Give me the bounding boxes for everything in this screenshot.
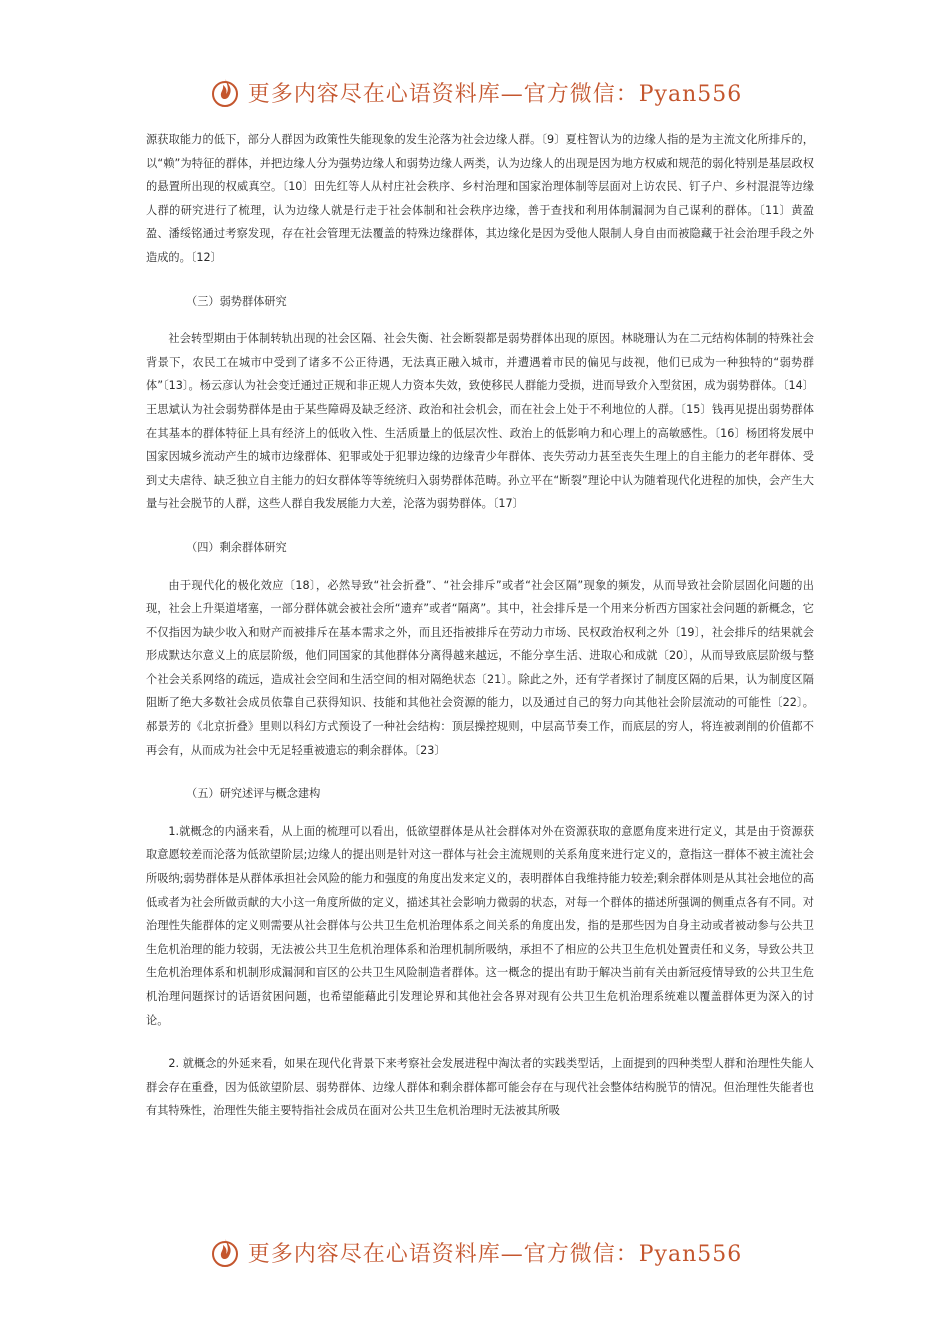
paragraph: 2. 就概念的外延来看，如果在现代化背景下来考察社会发展进程中淘汰者的实践类型话，上面提到的四种类型人群和治理性失能人群会存在重叠，因为低欲望阶层、弱势群体、边缘人群体和剩余群体都可能会存在与现代社会整体结构脱节的情况。但治理性失能者也有其特殊性，治理性失能主要特指社会成员在面对公共卫生危机治理时无法被其所吸 (146, 1057, 814, 1118)
section-heading-5: （五）研究述评与概念建构 (186, 787, 321, 801)
section-heading-4: （四）剩余群体研究 (186, 540, 287, 554)
document-body (146, 128, 814, 1123)
footer-banner (0, 1230, 950, 1274)
paragraph: 社会转型期由于体制转轨出现的社会区隔、社会失衡、社会断裂都是弱势群体出现的原因。林晓珊认为在二元结构体制的特殊社会背景下，农民工在城市中受到了诸多不公正待遇，无法真正融入城市，并遭遇着市民的偏见与歧视，他们已成为一种独特的“弱势群体”〔13〕。杨云彦认为社会变迁通过正规和非正规人力资本失效，致使移民人群能力受损，进而导致介入型贫困，成为弱势群体。〔14〕王思斌认为社会弱势群体是由于某些障碍及缺乏经济、政治和社会机会，而在社会上处于不利地位的人群。〔15〕钱再见提出弱势群体在其基本的群体特征上具有经济上的低收入性、生活质量上的低层次性、政治上的低影响力和心理上的高敏感性。〔16〕杨团将发展中国家因城乡流动产生的城市边缘群体、犯罪或处于犯罪边缘的边缘青少年群体、丧失劳动力甚至丧失生理上的自主能力的老年群体、受到丈夫虐待、缺乏独立自主能力的妇女群体等等统统归入弱势群体范畴。孙立平在“断裂”理论中认为随着现代化进程的加快，会产生大量与社会脱节的人群，这些人群自我发展能力大差，沦落为弱势群体。〔17〕 (146, 332, 814, 511)
header-banner (0, 70, 950, 114)
flame-logo-icon (208, 1235, 242, 1269)
paragraph: 1.就概念的内涵来看，从上面的梳理可以看出，低欲望群体是从社会群体对外在资源获取的意愿角度来进行定义，其是由于资源获取意愿较差而沦落为低欲望阶层;边缘人的提出则是针对这一群体与社会主流规则的关系角度来进行定义的，意指这一群体不被主流社会所吸纳;弱势群体是从群体承担社会风险的能力和强度的角度出发来定义的，表明群体自我维持能力较差;剩余群体则是从其社会地位的高低或者为社会所做贡献的大小这一角度所做的定义，描述其社会影响力微弱的状态，对每一个群体的描述所强调的侧重点各有不同。对治理性失能群体的定义则需要从社会群体与公共卫生危机治理体系之间关系的角度出发，指的是那些因为自身主动或者被动参与公共卫生危机治理的能力较弱，无法被公共卫生危机治理体系和治理机制所吸纳，承担不了相应的公共卫生危机处置责任和义务，导致公共卫生危机治理体系和机制形成漏洞和盲区的公共卫生风险制造者群体。这一概念的提出有助于解决当前有关由新冠疫情导致的公共卫生危机治理问题探讨的话语贫困问题，也希望能藉此引发理论界和其他社会各界对现有公共卫生危机治理系统难以覆盖群体更为深入的讨论。 (146, 824, 814, 1027)
section-heading-3: （三）弱势群体研究 (186, 294, 287, 308)
banner-text: 更多内容尽在心语资料库—官方微信：Pyan556 (247, 81, 743, 107)
paragraph: 由于现代化的极化效应〔18〕，必然导致“社会折叠”、“社会排斥”或者“社会区隔”现象的频发，从而导致社会阶层固化问题的出现，社会上升渠道堵塞，一部分群体就会被社会所“遗弃”或者“隔离”。其中，社会排斥是一个用来分析西方国家社会问题的新概念，它不仅指因为缺少收入和财产而被排斥在基本需求之外，而且还指被排斥在劳动力市场、民权政治权利之外〔19〕，社会排斥的结果就会形成默达尔意义上的底层阶级，他们同国家的其他群体分离得越来越远，不能分享生活、进取心和成就〔20〕，从而导致底层阶级与整个社会关系网络的疏远，造成社会空间和生活空间的相对隔绝状态〔21〕。除此之外，还有学者探讨了制度区隔的后果，认为制度区隔阻断了绝大多数社会成员依靠自己获得知识、技能和其他社会资源的能力，以及通过自己的努力向其他社会阶层流动的可能性〔22〕。郝景芳的《北京折叠》里则以科幻方式预设了一种社会结构：顶层操控规则，中层高节奏工作，而底层的穷人，将连被剥削的价值都不再会有，从而成为社会中无足轻重被遗忘的剩余群体。〔23〕 (146, 578, 814, 757)
banner-text: 更多内容尽在心语资料库—官方微信：Pyan556 (247, 1241, 743, 1267)
flame-logo-icon (208, 75, 242, 109)
paragraph: 源获取能力的低下，部分人群因为政策性失能现象的发生沦落为社会边缘人群。〔9〕夏柱智认为的边缘人指的是为主流文化所排斥的，以“赖”为特征的群体，并把边缘人分为强势边缘人和弱势边缘人两类，认为边缘人的出现是因为地方权威和规范的弱化特别是基层政权的悬置所出现的权威真空。〔10〕田先红等人从村庄社会秩序、乡村治理和国家治理体制等层面对上访农民、钉子户、乡村混混等边缘人群的研究进行了梳理，认为边缘人就是行走于社会体制和社会秩序边缘，善于查找和利用体制漏洞为自己谋利的群体。〔11〕黄盈盈、潘绥铭通过考察发现，存在社会管理无法覆盖的特殊边缘群体，其边缘化是因为受他人限制人身自由而被隐藏于社会治理手段之外造成的。〔12〕 (146, 133, 814, 264)
